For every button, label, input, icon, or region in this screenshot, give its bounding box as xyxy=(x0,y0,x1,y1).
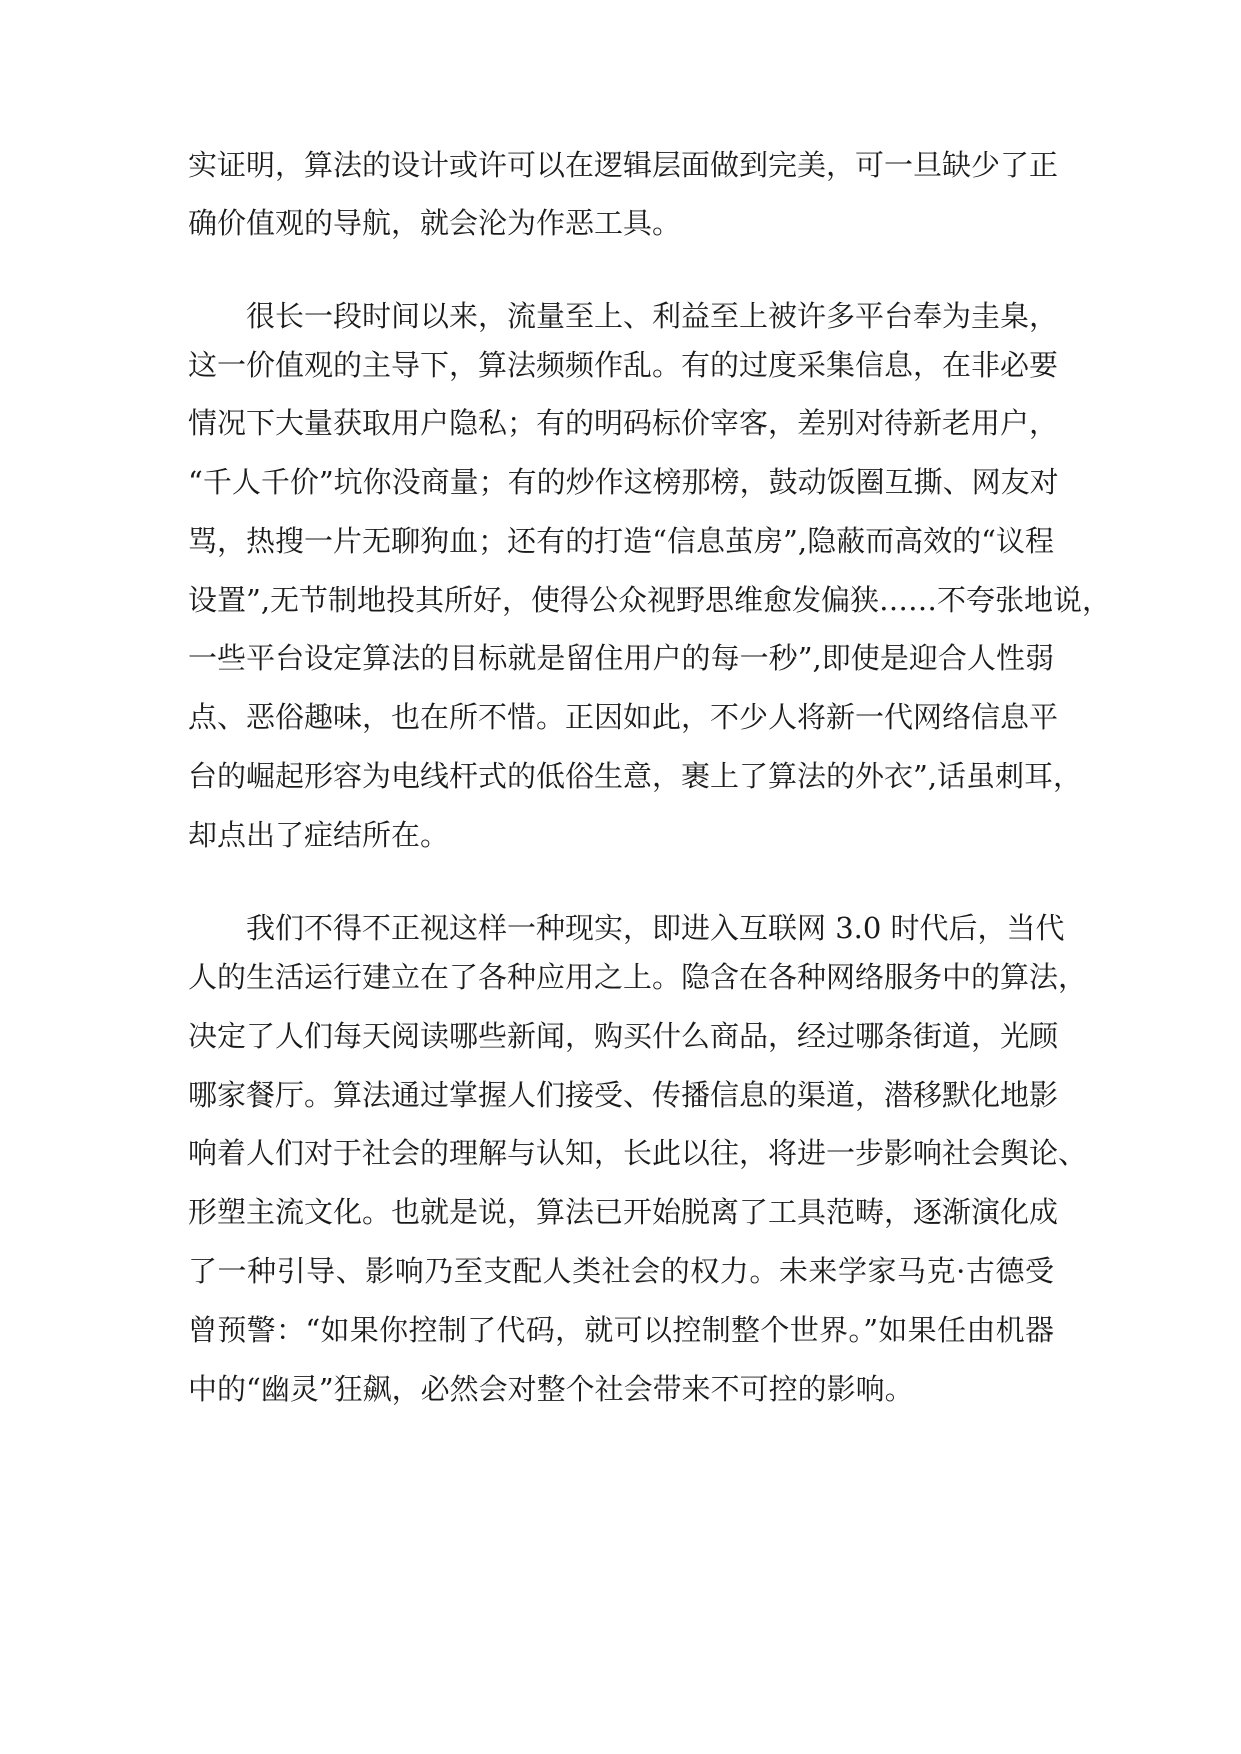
text-line: 一些平台设定算法的目标就是留住用户的每一秒”,即使是迎合人性弱 xyxy=(188,641,1054,675)
text-line: 了一种引导、影响乃至支配人类社会的权力。未来学家马克·古德受 xyxy=(188,1254,1054,1288)
text-line: 我们不得不正视这样一种现实，即进入互联网 3.0 时代后，当代 xyxy=(246,911,1065,945)
text-line: 却点出了症结所在。 xyxy=(188,818,450,852)
text-line: 中的“幽灵”狂飙，必然会对整个社会带来不可控的影响。 xyxy=(188,1372,914,1406)
text-line: 人的生活运行建立在了各种应用之上。隐含在各种网络服务中的算法， xyxy=(188,960,1088,994)
text-line: 设置”,无节制地投其所好，使得公众视野思维愈发偏狭……不夸张地说， xyxy=(188,583,1112,617)
text-line: 决定了人们每天阅读哪些新闻，购买什么商品，经过哪条街道，光顾 xyxy=(188,1019,1059,1053)
text-line: 响着人们对于社会的理解与认知，长此以往，将进一步影响社会舆论、 xyxy=(188,1136,1088,1170)
text-line: 确价值观的导航，就会沦为作恶工具。 xyxy=(188,206,682,240)
text-line: 这一价值观的主导下，算法频频作乱。有的过度采集信息，在非必要 xyxy=(188,348,1059,382)
text-line: 台的崛起形容为电线杆式的低俗生意，裹上了算法的外衣”,话虽刺耳， xyxy=(188,759,1083,793)
text-line: 情况下大量获取用户隐私；有的明码标价宰客，差别对待新老用户， xyxy=(188,406,1059,440)
text-line: 形塑主流文化。也就是说，算法已开始脱离了工具范畴，逐渐演化成 xyxy=(188,1195,1059,1229)
text-line: 很长一段时间以来，流量至上、利益至上被许多平台奉为圭臬， xyxy=(246,299,1059,333)
text-line: 点、恶俗趣味，也在所不惜。正因如此，不少人将新一代网络信息平 xyxy=(188,700,1059,734)
text-line: 骂，热搜一片无聊狗血；还有的打造“信息茧房”,隐蔽而高效的“议程 xyxy=(188,524,1054,558)
text-line: 实证明，算法的设计或许可以在逻辑层面做到完美，可一旦缺少了正 xyxy=(188,148,1059,182)
text-line: 哪家餐厅。算法通过掌握人们接受、传播信息的渠道，潜移默化地影 xyxy=(188,1078,1059,1112)
text-line: 曾预警：“如果你控制了代码，就可以控制整个世界。”如果任由机器 xyxy=(188,1313,1054,1347)
text-line: “千人千价”坑你没商量；有的炒作这榜那榜，鼓动饭圈互撕、网友对 xyxy=(188,465,1059,499)
